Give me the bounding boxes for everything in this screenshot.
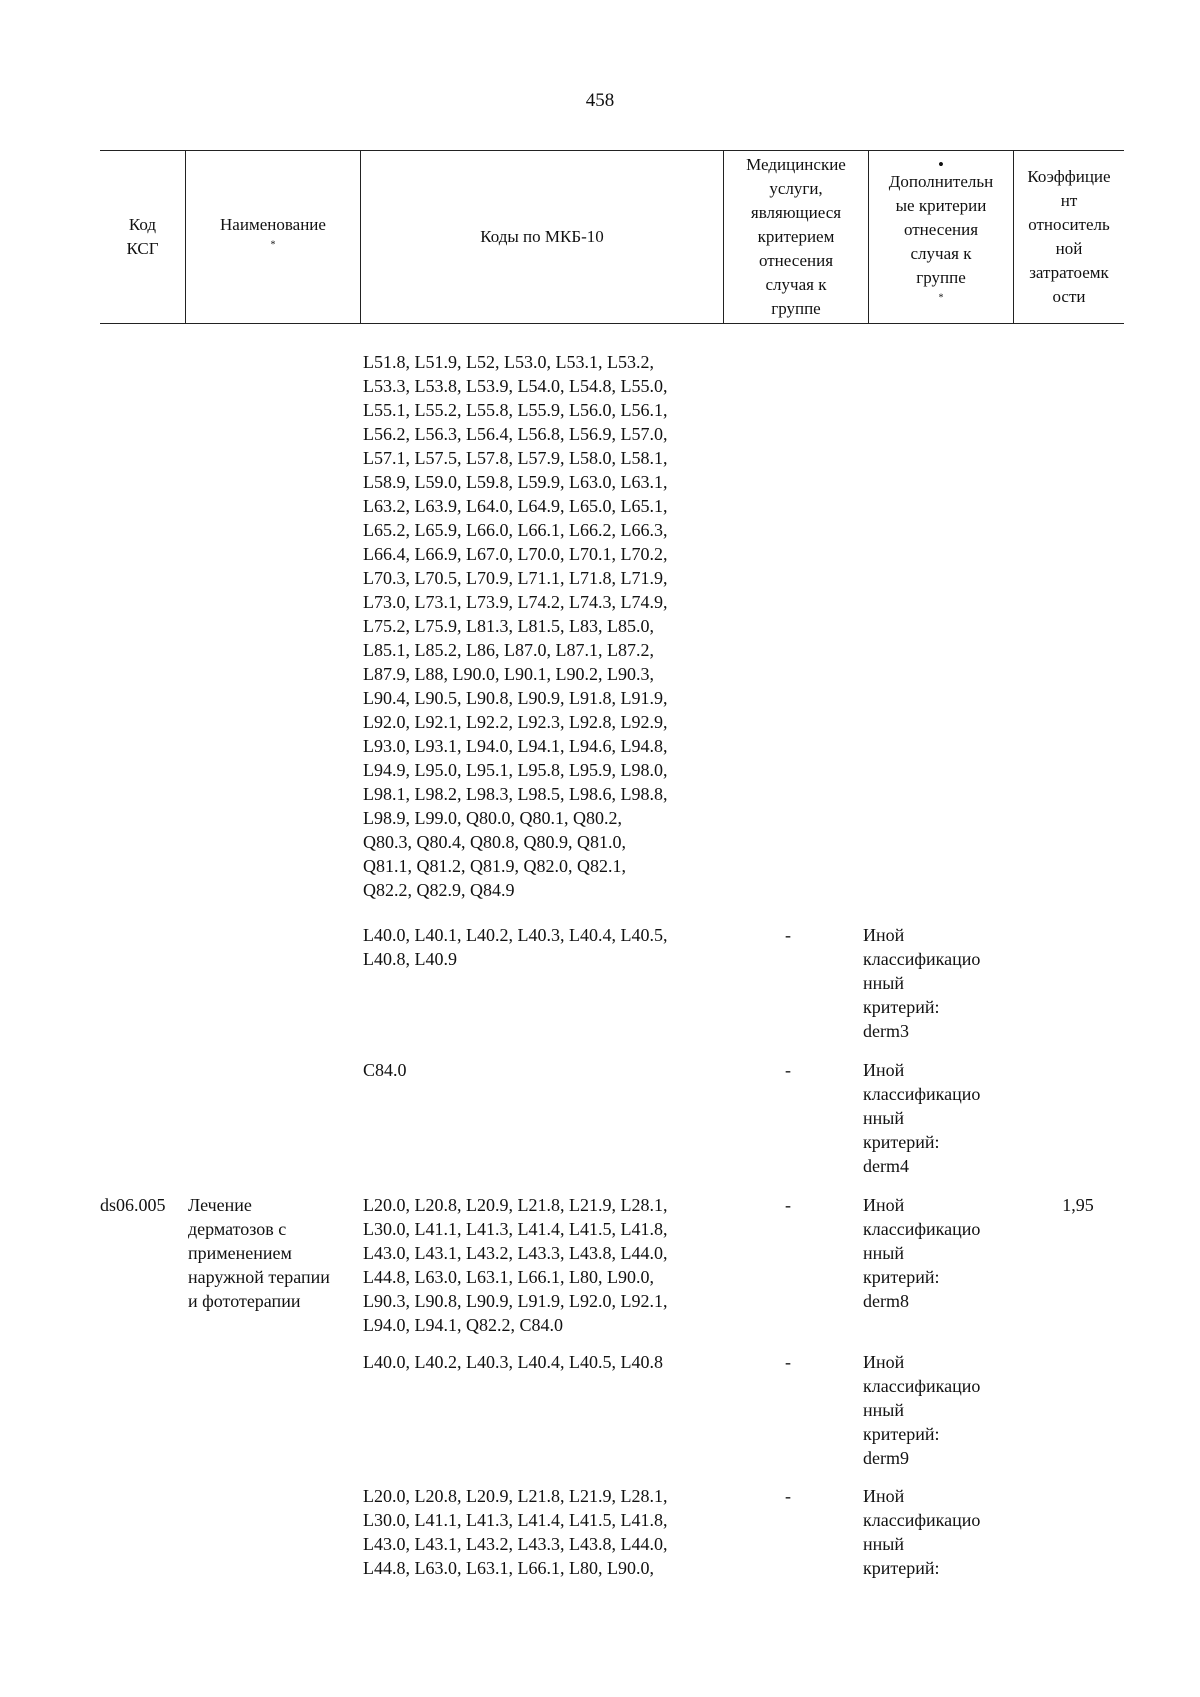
row-additional-criterion: Иной классификацио нный критерий: derm3 (863, 925, 981, 1041)
row-medical-services: - (785, 1195, 791, 1215)
row-additional-criterion: Иной классификацио нный критерий: derm9 (863, 1352, 981, 1468)
row-medical-services: - (785, 925, 791, 945)
row-additional-criterion: Иной классификацио нный критерий: derm8 (863, 1195, 981, 1311)
header-additional-dot-mark: • (938, 155, 944, 174)
row-medical-services: - (785, 1352, 791, 1372)
header-additional-criteria (868, 151, 1013, 323)
row-medical-services: - (785, 1486, 791, 1506)
header-medical-services: Медицинские услуги, являющиеся критерием отнесения случая к группе (723, 151, 868, 323)
header-name-label: Наименование (220, 215, 326, 234)
row-ksg-code: ds06.005 (100, 1195, 166, 1215)
row-icd10-codes: L51.8, L51.9, L52, L53.0, L53.1, L53.2, L53.3, L53.8, L53.9, L54.0, L54.8, L55.0, L55.1, L55.2, L55.8, L55.9, L56.0, L56.1, L56.2, L56.3, L56.4, L56.8, L56.9, L57.0, L57.1, L57.5, L57.8, L57.9, L58.0, L58.1, L58.9, L59.0, L59.8, L59.9, L63.0, L63.1, L63.2, L63.9, L64.0, L64.9, L65.0, L65.1, L65.2, L65.9, L66.0, L66.1, L66.2, L66.3, L66.4, L66.9, L67.0, L70.0, L70.1, L70.2, L70.3, L70.5, L70.9, L71.1, L71.8, L71.9, L73.0, L73.1, L73.9, L74.2, L74.3, L74.9, L75.2, L75.9, L81.3, L81.5, L83, L85.0, L85.1, L85.2, L86, L87.0, L87.1, L87.2, L87.9, L88, L90.0, L90.1, L90.2, L90.3, L90.4, L90.5, L90.8, L90.9, L91.8, L91.9, L92.0, L92.1, L92.2, L92.3, L92.8, L92.9, L93.0, L93.1, L94.0, L94.1, L94.6, L94.8, L94.9, L95.0, L95.1, L95.8, L95.9, L98.0, L98.1, L98.2, L98.3, L98.5, L98.6, L98.8, L98.9, L99.0, Q80.0, Q80.1, Q80.2, Q80.3, Q80.4, Q80.8, Q80.9, Q81.0, Q81.1, Q81.2, Q81.9, Q82.0, Q82.1, Q82.2, Q82.9, Q84.9 (363, 352, 668, 900)
header-additional-label: Дополнительн ые критерии отнесения случая к группе (888, 172, 994, 287)
row-medical-services: - (785, 1060, 791, 1080)
row-icd10-codes: L40.0, L40.1, L40.2, L40.3, L40.4, L40.5, L40.8, L40.9 (363, 925, 668, 969)
row-icd10-codes: C84.0 (363, 1060, 407, 1080)
header-cost-coefficient: Коэффицие нт относитель ной затратоемк ости (1013, 151, 1124, 323)
row-icd10-codes: L40.0, L40.2, L40.3, L40.4, L40.5, L40.8 (363, 1352, 663, 1372)
page-number: 458 (585, 90, 615, 111)
row-icd10-codes: L20.0, L20.8, L20.9, L21.8, L21.9, L28.1, L30.0, L41.1, L41.3, L41.4, L41.5, L41.8, L43.0, L43.1, L43.2, L43.3, L43.8, L44.0, L44.8, L63.0, L63.1, L66.1, L80, L90.0, (363, 1486, 668, 1578)
header-name (185, 151, 360, 323)
row-cost-coefficient: 1,95 (1062, 1195, 1094, 1215)
row-name: Лечение дерматозов с применением наружной терапии и фототерапии (188, 1195, 330, 1311)
row-additional-criterion: Иной классификацио нный критерий: (863, 1486, 981, 1578)
header-additional-footnote-mark: * (938, 292, 944, 304)
header-icd10-codes: Коды по МКБ-10 (360, 151, 723, 323)
header-ksg-code: Код КСГ (126, 215, 159, 258)
row-additional-criterion: Иной классификацио нный критерий: derm4 (863, 1060, 981, 1176)
table-header (100, 150, 1124, 324)
header-name-footnote-mark: * (270, 239, 276, 251)
row-icd10-codes: L20.0, L20.8, L20.9, L21.8, L21.9, L28.1, L30.0, L41.1, L41.3, L41.4, L41.5, L41.8, L43.0, L43.1, L43.2, L43.3, L43.8, L44.0, L44.8, L63.0, L63.1, L66.1, L80, L90.0, L90.3, L90.8, L90.9, L91.9, L92.0, L92.1, L94.0, L94.1, Q82.2, C84.0 (363, 1195, 668, 1335)
